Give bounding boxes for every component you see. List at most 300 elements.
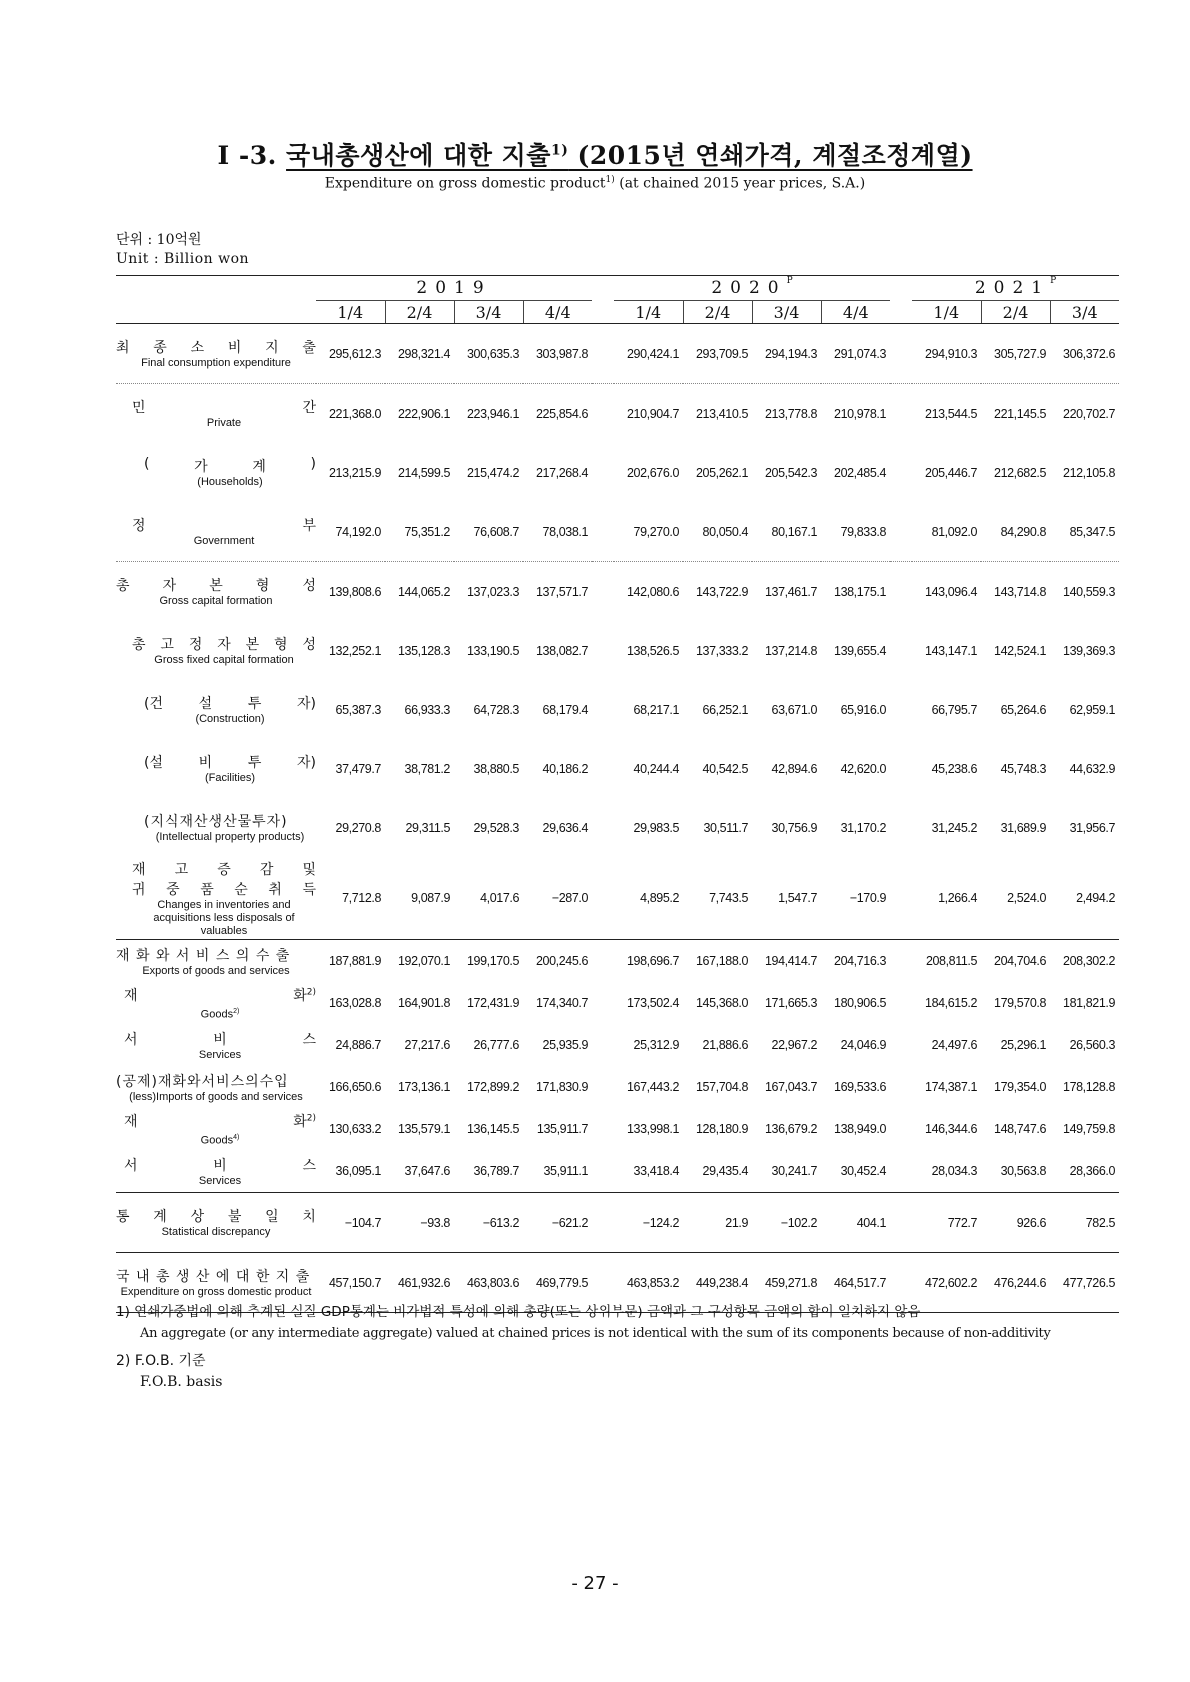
value-cell: 208,811.5	[925, 954, 978, 968]
row-label	[116, 798, 316, 857]
value-cell: 137,214.8	[765, 643, 818, 658]
row-label-korean: 서 비 스	[124, 1031, 316, 1048]
value-cell: 128,180.9	[696, 1122, 749, 1136]
value-cell: 210,904.7	[627, 406, 680, 421]
row-label-english: Expenditure on gross domestic product	[120, 1286, 312, 1298]
row-label-korean: 재 화$^{2)}$	[124, 987, 316, 1004]
subtitle-text: Expenditure on gross domestic product	[324, 175, 606, 192]
value-cell: 167,043.7	[765, 1080, 818, 1094]
column-gap	[890, 798, 912, 857]
value-cell: 26,777.6	[473, 1038, 519, 1052]
value-cell: 149,759.8	[1063, 1122, 1116, 1136]
row-label-english: Government	[193, 535, 255, 547]
column-gap	[592, 1150, 614, 1193]
value-cell: 42,894.6	[771, 761, 818, 776]
column-gap	[592, 324, 614, 384]
column-gap	[890, 680, 912, 739]
table-row	[116, 502, 1119, 562]
row-label	[116, 1024, 316, 1066]
value-cell: 138,526.5	[627, 643, 680, 658]
value-cell: 461,932.6	[385, 1253, 454, 1313]
column-gap	[890, 1066, 912, 1108]
value-cell: 130,633.2	[328, 1122, 381, 1136]
table-row	[116, 1066, 1119, 1108]
column-gap	[592, 1066, 614, 1108]
value-cell: 81,092.0	[912, 502, 981, 562]
value-cell: 192,070.1	[397, 954, 450, 968]
column-gap	[592, 1024, 614, 1066]
row-label-korean: 서 비 스	[124, 1157, 316, 1174]
value-cell: 167,443.2	[627, 1080, 680, 1094]
value-cell: 29,983.5	[633, 820, 680, 835]
value-cell: 9,087.9	[385, 857, 454, 940]
value-cell: 138,949.0	[834, 1122, 887, 1136]
row-label-korean: 통 계 상 불 일 치	[116, 1209, 316, 1225]
value-cell: 28,034.3	[912, 1150, 981, 1193]
row-label-english: Exports of goods and services	[142, 964, 290, 977]
value-cell: 142,524.1	[994, 643, 1047, 658]
row-label-english: Gross fixed capital formation	[154, 654, 294, 666]
value-cell: 25,312.9	[633, 1038, 680, 1052]
value-cell: 85,347.5	[1050, 502, 1119, 562]
row-label	[116, 857, 316, 940]
value-cell: 28,366.0	[1050, 1150, 1119, 1193]
row-label-english: Goods$^{2)}$	[200, 1007, 240, 1021]
value-cell: 140,559.3	[1063, 584, 1116, 599]
row-label-korean: (공제)재화와서비스의수입	[116, 1073, 289, 1090]
value-cell: 2,494.2	[1050, 857, 1119, 940]
value-cell: 139,808.6	[328, 584, 381, 599]
value-cell: 65,387.3	[335, 702, 381, 717]
value-cell: 171,665.3	[765, 996, 818, 1010]
value-cell: 463,803.6	[454, 1253, 523, 1313]
column-gap	[592, 562, 614, 622]
value-cell: 137,023.3	[466, 584, 519, 599]
row-label-korean: (지식재산생산물투자)	[144, 814, 288, 830]
table-row	[116, 562, 1119, 622]
quarter-header: 3/4	[752, 301, 821, 324]
value-cell: 303,987.8	[523, 324, 592, 384]
value-cell: 29,636.4	[542, 820, 589, 835]
value-cell: 212,682.5	[994, 465, 1047, 480]
value-cell: 4,895.2	[614, 857, 683, 940]
row-label-korean: (설 비 투 자)	[144, 755, 316, 771]
value-cell: 464,517.7	[821, 1253, 890, 1313]
row-label	[116, 1066, 316, 1108]
column-gap	[890, 940, 912, 983]
value-cell: 213,215.9	[328, 465, 381, 480]
value-cell: 220,702.7	[1063, 406, 1116, 421]
row-label-english: Changes in inventories and acquisitions less disposals of valuables	[153, 898, 295, 937]
row-label	[116, 443, 316, 502]
value-cell: 926.6	[981, 1193, 1050, 1253]
value-cell: 459,271.8	[752, 1253, 821, 1313]
table-row	[116, 940, 1119, 983]
value-cell: 472,602.2	[912, 1253, 981, 1313]
value-cell: 79,833.8	[821, 502, 890, 562]
value-cell: 65,916.0	[840, 702, 887, 717]
column-gap	[592, 982, 614, 1024]
value-cell: 469,779.5	[523, 1253, 592, 1313]
value-cell: −613.2	[454, 1193, 523, 1253]
value-cell: 217,268.4	[536, 465, 589, 480]
value-cell: 184,615.2	[925, 996, 978, 1010]
column-gap	[592, 443, 614, 502]
value-cell: 457,150.7	[316, 1253, 385, 1313]
value-cell: 27,217.6	[404, 1038, 450, 1052]
value-cell: 205,262.1	[696, 465, 749, 480]
row-label-korean: 최 종 소 비 지 출	[116, 340, 316, 356]
row-label	[116, 384, 316, 444]
value-cell: 135,911.7	[536, 1122, 589, 1136]
footnote-2-korean: 2) F.O.B. 기준	[116, 1353, 206, 1369]
quarter-header-row	[116, 301, 1119, 324]
value-cell: 167,188.0	[696, 954, 749, 968]
value-cell: 37,647.6	[385, 1150, 454, 1193]
value-cell: 139,369.3	[1063, 643, 1116, 658]
row-label	[116, 1108, 316, 1150]
table-row	[116, 443, 1119, 502]
value-cell: 42,620.0	[840, 761, 887, 776]
value-cell: 1,266.4	[912, 857, 981, 940]
value-cell: 37,479.7	[335, 761, 381, 776]
value-cell: 84,290.8	[981, 502, 1050, 562]
value-cell: 294,194.3	[752, 324, 821, 384]
value-cell: 135,128.3	[397, 643, 450, 658]
column-gap	[592, 940, 614, 983]
value-cell: −124.2	[614, 1193, 683, 1253]
value-cell: 26,560.3	[1069, 1038, 1116, 1052]
value-cell: 163,028.8	[328, 996, 381, 1010]
value-cell: 80,167.1	[752, 502, 821, 562]
quarter-header: 1/4	[316, 301, 385, 324]
value-cell: 68,179.4	[542, 702, 589, 717]
value-cell: 65,264.6	[1000, 702, 1047, 717]
row-label-english: Goods$^{4)}$	[200, 1133, 240, 1147]
value-cell: 449,238.4	[683, 1253, 752, 1313]
value-cell: 136,145.5	[466, 1122, 519, 1136]
table-subtitle	[0, 175, 1190, 192]
value-cell: 212,105.8	[1063, 465, 1116, 480]
value-cell: 45,748.3	[1000, 761, 1047, 776]
value-cell: 295,612.3	[316, 324, 385, 384]
value-cell: 204,704.6	[994, 954, 1047, 968]
value-cell: 143,722.9	[696, 584, 749, 599]
value-cell: 143,096.4	[925, 584, 978, 599]
row-label-korean: 재 화$^{2)}$	[124, 1113, 316, 1130]
value-cell: 179,354.0	[994, 1080, 1047, 1094]
value-cell: 476,244.6	[981, 1253, 1050, 1313]
column-gap	[592, 798, 614, 857]
column-gap	[890, 443, 912, 502]
column-gap	[592, 621, 614, 680]
value-cell: 135,579.1	[397, 1122, 450, 1136]
row-label-english: Statistical discrepancy	[161, 1226, 271, 1238]
value-cell: 30,452.4	[821, 1150, 890, 1193]
row-label-korean: 정 부	[132, 518, 316, 534]
expenditure-table	[116, 275, 1119, 1313]
value-cell: 477,726.5	[1050, 1253, 1119, 1313]
value-cell: 215,474.2	[466, 465, 519, 480]
row-label-korean: 재 고 증 감 및	[132, 861, 316, 878]
value-cell: 29,270.8	[335, 820, 381, 835]
value-cell: 74,192.0	[316, 502, 385, 562]
column-gap	[890, 562, 912, 622]
value-cell: 157,704.8	[696, 1080, 749, 1094]
value-cell: 24,886.7	[335, 1038, 381, 1052]
table-row	[116, 621, 1119, 680]
value-cell: −621.2	[523, 1193, 592, 1253]
value-cell: 145,368.0	[696, 996, 749, 1010]
row-label	[116, 1150, 316, 1193]
row-label-english: (Construction)	[195, 713, 265, 725]
value-cell: 782.5	[1050, 1193, 1119, 1253]
value-cell: 138,175.1	[834, 584, 887, 599]
value-cell: 174,340.7	[536, 996, 589, 1010]
title-suffix: (2015년 연쇄가격, 계절조정계열)	[568, 141, 973, 170]
value-cell: 180,906.5	[834, 996, 887, 1010]
value-cell: 30,511.7	[703, 820, 749, 835]
subtitle-footnote-mark: 1)	[605, 175, 615, 185]
value-cell: 205,446.7	[925, 465, 978, 480]
value-cell: 142,080.6	[627, 584, 680, 599]
value-cell: 25,935.9	[542, 1038, 589, 1052]
value-cell: 62,959.1	[1069, 702, 1116, 717]
title-footnote-mark: 1)	[550, 142, 569, 159]
value-cell: 76,608.7	[454, 502, 523, 562]
value-cell: 221,145.5	[994, 406, 1047, 421]
value-cell: 40,542.5	[702, 761, 749, 776]
row-label-english: Final consumption expenditure	[141, 357, 291, 369]
row-label	[116, 324, 316, 384]
quarter-header: 3/4	[1050, 301, 1119, 324]
column-gap	[592, 502, 614, 562]
value-cell: 200,245.6	[536, 954, 589, 968]
value-cell: 7,712.8	[316, 857, 385, 940]
table-row	[116, 857, 1119, 940]
table-row	[116, 739, 1119, 798]
value-cell: −93.8	[385, 1193, 454, 1253]
value-cell: 22,967.2	[771, 1038, 818, 1052]
footnote-2-english: F.O.B. basis	[140, 1374, 223, 1390]
value-cell: 772.7	[912, 1193, 981, 1253]
quarter-header: 1/4	[912, 301, 981, 324]
header-blank	[116, 276, 316, 301]
column-gap	[592, 857, 614, 940]
footnote-1-korean: 1) 연쇄가중법에 의해 추계된 실질 GDP통계는 비가법적 특성에 의해 총량(또는 상위부문) 금액과 그 구성항목 금액의 합이 일치하지 않음	[116, 1304, 921, 1320]
value-cell: −170.9	[821, 857, 890, 940]
value-cell: 66,795.7	[931, 702, 978, 717]
row-label-english: Services	[198, 1048, 242, 1061]
table-row	[116, 1150, 1119, 1193]
year-header-2021: $2021^P$	[912, 276, 1119, 301]
value-cell: 137,571.7	[536, 584, 589, 599]
value-cell: 198,696.7	[627, 954, 680, 968]
value-cell: 29,528.3	[473, 820, 519, 835]
table-row	[116, 324, 1119, 384]
table-row	[116, 680, 1119, 739]
value-cell: 31,689.9	[1000, 820, 1047, 835]
value-cell: 164,901.8	[397, 996, 450, 1010]
value-cell: 214,599.5	[397, 465, 450, 480]
value-cell: 173,502.4	[627, 996, 680, 1010]
row-label-korean: 총 자 본 형 성	[116, 578, 316, 594]
value-cell: 132,252.1	[328, 643, 381, 658]
value-cell: 33,418.4	[614, 1150, 683, 1193]
value-cell: 148,747.6	[994, 1122, 1047, 1136]
title-prefix: I -3.	[217, 141, 277, 170]
value-cell: 179,570.8	[994, 996, 1047, 1010]
value-cell: 44,632.9	[1069, 761, 1116, 776]
row-label-korean: ( 가 계 )	[144, 456, 316, 475]
row-label-english: Gross capital formation	[159, 595, 273, 607]
value-cell: 174,387.1	[925, 1080, 978, 1094]
value-cell: 35,911.1	[523, 1150, 592, 1193]
value-cell: 293,709.5	[683, 324, 752, 384]
value-cell: 30,241.7	[752, 1150, 821, 1193]
value-cell: 137,333.2	[696, 643, 749, 658]
column-gap	[890, 1024, 912, 1066]
column-gap	[890, 857, 912, 940]
table-row	[116, 1024, 1119, 1066]
table-row	[116, 1193, 1119, 1253]
value-cell: 68,217.1	[633, 702, 680, 717]
row-label	[116, 1193, 316, 1253]
column-gap	[890, 982, 912, 1024]
table-row	[116, 384, 1119, 444]
value-cell: 294,910.3	[912, 324, 981, 384]
value-cell: 4,017.6	[454, 857, 523, 940]
value-cell: 208,302.2	[1063, 954, 1116, 968]
value-cell: 30,563.8	[981, 1150, 1050, 1193]
value-cell: 40,244.4	[633, 761, 680, 776]
column-gap	[890, 324, 912, 384]
value-cell: 223,946.1	[466, 406, 519, 421]
value-cell: 38,781.2	[404, 761, 450, 776]
value-cell: 30,756.9	[771, 820, 818, 835]
row-label-english: Private	[206, 417, 242, 429]
year-header-2020: $2020^P$	[614, 276, 890, 301]
value-cell: 194,414.7	[765, 954, 818, 968]
value-cell: 66,933.3	[404, 702, 450, 717]
row-label	[116, 940, 316, 983]
value-cell: 181,821.9	[1063, 996, 1116, 1010]
page-number: - 27 -	[571, 1573, 619, 1594]
column-gap	[592, 384, 614, 444]
value-cell: 29,435.4	[683, 1150, 752, 1193]
value-cell: 172,431.9	[466, 996, 519, 1010]
quarter-header: 4/4	[821, 301, 890, 324]
value-cell: 2,524.0	[981, 857, 1050, 940]
value-cell: 1,547.7	[752, 857, 821, 940]
quarter-header: 2/4	[683, 301, 752, 324]
value-cell: 24,497.6	[931, 1038, 978, 1052]
row-label-english: (Households)	[197, 476, 263, 488]
value-cell: 66,252.1	[702, 702, 749, 717]
value-cell: 463,853.2	[614, 1253, 683, 1313]
quarter-header: 2/4	[981, 301, 1050, 324]
value-cell: 210,978.1	[834, 406, 887, 421]
value-cell: 222,906.1	[397, 406, 450, 421]
value-cell: 187,881.9	[328, 954, 381, 968]
title-text: 국내총생산에 대한 지출	[286, 141, 551, 170]
value-cell: 31,956.7	[1069, 820, 1116, 835]
value-cell: 64,728.3	[473, 702, 519, 717]
value-cell: 40,186.2	[542, 761, 589, 776]
table-row	[116, 982, 1119, 1024]
column-gap	[890, 1108, 912, 1150]
quarter-header: 2/4	[385, 301, 454, 324]
value-cell: 38,880.5	[473, 761, 519, 776]
column-gap	[890, 1193, 912, 1253]
row-label-korean: (건 설 투 자)	[144, 696, 316, 712]
column-gap	[890, 384, 912, 444]
column-gap	[592, 1108, 614, 1150]
value-cell: 300,635.3	[454, 324, 523, 384]
value-cell: 21.9	[683, 1193, 752, 1253]
row-label-korean-line2: 귀 중 품 순 취 득	[132, 881, 316, 898]
value-cell: 36,789.7	[454, 1150, 523, 1193]
value-cell: 225,854.6	[536, 406, 589, 421]
value-cell: −102.2	[752, 1193, 821, 1253]
value-cell: 139,655.4	[834, 643, 887, 658]
row-label-english: Services	[198, 1174, 242, 1187]
value-cell: 213,778.8	[765, 406, 818, 421]
value-cell: −287.0	[523, 857, 592, 940]
value-cell: 79,270.0	[614, 502, 683, 562]
row-label-korean: 민 간	[132, 400, 316, 416]
value-cell: 205,542.3	[765, 465, 818, 480]
column-gap	[890, 1150, 912, 1193]
value-cell: 24,046.9	[840, 1038, 887, 1052]
column-gap	[890, 739, 912, 798]
value-cell: 138,082.7	[536, 643, 589, 658]
footnote-1-english: An aggregate (or any intermediate aggregate) valued at chained prices is not identical with the sum of its components because of non-additivity	[140, 1326, 1051, 1341]
value-cell: 202,485.4	[834, 465, 887, 480]
value-cell: 36,095.1	[316, 1150, 385, 1193]
column-gap	[592, 680, 614, 739]
value-cell: 137,461.7	[765, 584, 818, 599]
value-cell: 29,311.5	[405, 820, 450, 835]
unit-english: Unit : Billion won	[116, 251, 250, 267]
quarter-header: 1/4	[614, 301, 683, 324]
row-label	[116, 739, 316, 798]
value-cell: 133,190.5	[466, 643, 519, 658]
row-label-korean: 국 내 총 생 산 에 대 한 지 출	[116, 1269, 311, 1285]
value-cell: 143,714.8	[994, 584, 1047, 599]
table-row	[116, 1108, 1119, 1150]
row-label	[116, 680, 316, 739]
value-cell: 171,830.9	[536, 1080, 589, 1094]
table-body	[116, 324, 1119, 1313]
value-cell: 75,351.2	[385, 502, 454, 562]
column-gap	[592, 739, 614, 798]
table-row	[116, 798, 1119, 857]
value-cell: 133,998.1	[627, 1122, 680, 1136]
value-cell: 290,424.1	[614, 324, 683, 384]
quarter-header: 4/4	[523, 301, 592, 324]
value-cell: −104.7	[316, 1193, 385, 1253]
value-cell: 78,038.1	[523, 502, 592, 562]
value-cell: 221,368.0	[328, 406, 381, 421]
value-cell: 204,716.3	[834, 954, 887, 968]
value-cell: 25,296.1	[1000, 1038, 1047, 1052]
value-cell: 80,050.4	[683, 502, 752, 562]
value-cell: 172,899.2	[466, 1080, 519, 1094]
row-label-english: (Intellectual property products)	[155, 831, 305, 843]
value-cell: 143,147.1	[925, 643, 978, 658]
value-cell: 305,727.9	[981, 324, 1050, 384]
